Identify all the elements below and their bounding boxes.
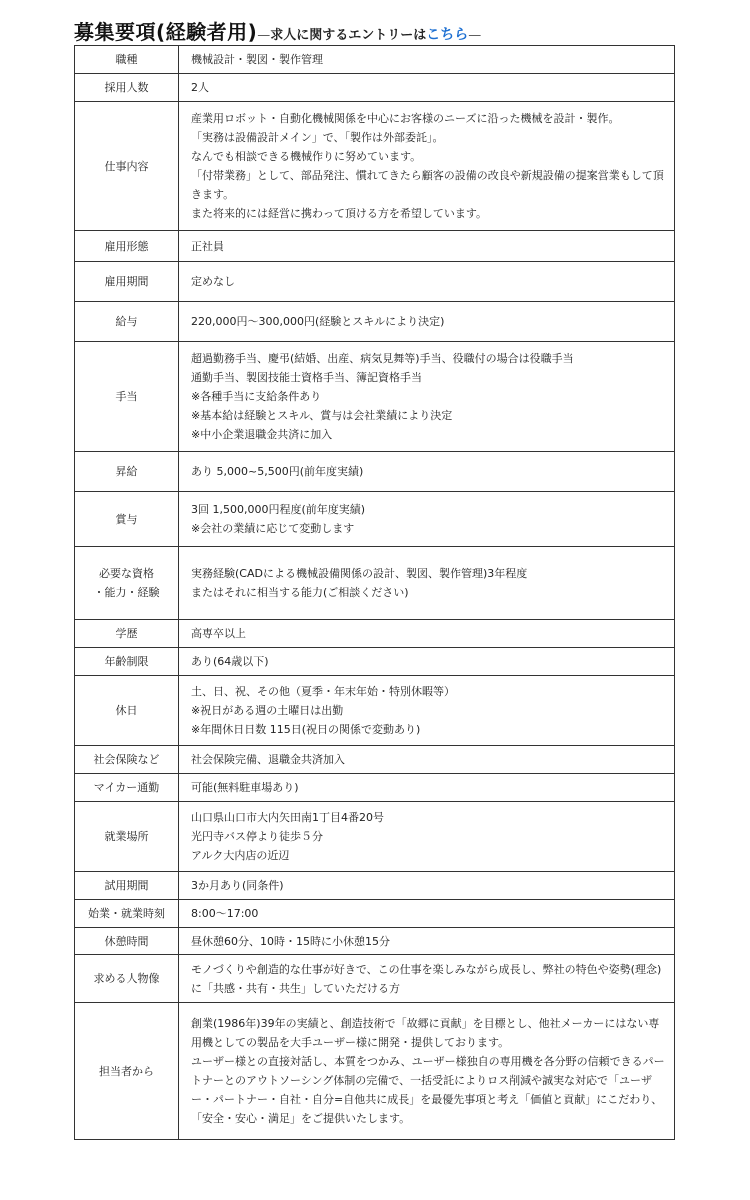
- row-value: 昼休憩60分、10時・15時に小休憩15分: [179, 928, 675, 955]
- row-value: 8:00〜17:00: [179, 900, 675, 928]
- row-label: 必要な資格 ・能力・経験: [75, 547, 179, 620]
- entry-note-text: 求人に関するエントリーは: [270, 28, 427, 43]
- row-label: 始業・就業時刻: [75, 900, 179, 928]
- row-value: 2人: [179, 74, 675, 102]
- entry-link[interactable]: こちら: [426, 27, 469, 43]
- row-label: 雇用形態: [75, 231, 179, 262]
- row-label: 給与: [75, 302, 179, 342]
- table-row-break-time: [75, 928, 675, 955]
- row-value: 高専卒以上: [179, 620, 675, 648]
- row-label: 雇用期間: [75, 262, 179, 302]
- table-row-social-insurance: [75, 746, 675, 774]
- row-label: 学歴: [75, 620, 179, 648]
- table-row-work-hours: [75, 900, 675, 928]
- table-row-raise: [75, 452, 675, 492]
- row-label: 仕事内容: [75, 102, 179, 231]
- row-value: 機械設計・製図・製作管理: [179, 46, 675, 74]
- table-row-allowances: [75, 342, 675, 452]
- page-header: [74, 16, 481, 44]
- row-value: 創業(1986年)39年の実績と、創造技術で「故郷に貢献」を目標とし、他社メーカーにはない専用機としての製品を大手ユーザー様に開発・提供しております。 ユーザー様との直接対話し、本質をつかみ、ユーザー様独自の専用機を各分野の信頼できるパートナーとのアウトソーシング体制の完備で、一括受託によりロス削減や誠実な対応で「ユーザー・パートナー・自社・自分=自他共に成長」を最優先事項と考え「価値と貢献」にこだわり、「安全・安心・満足」をご提供いたします。: [179, 1003, 675, 1140]
- row-value: 3か月あり(同条件): [179, 872, 675, 900]
- table-row-education: [75, 620, 675, 648]
- table-row-headcount: [75, 74, 675, 102]
- row-label: マイカー通勤: [75, 774, 179, 802]
- row-value: 社会保険完備、退職金共済加入: [179, 746, 675, 774]
- row-value: 山口県山口市大内矢田南1丁目4番20号 光円寺バス停より徒歩５分 アルク大内店の近辺: [179, 802, 675, 872]
- table-row-message: [75, 1003, 675, 1140]
- table-row-work-location: [75, 802, 675, 872]
- row-label: 手当: [75, 342, 179, 452]
- row-value: 220,000円〜300,000円(経験とスキルにより決定): [179, 302, 675, 342]
- table-row-job-description: [75, 102, 675, 231]
- row-label: 社会保険など: [75, 746, 179, 774]
- table-row-car-commute: [75, 774, 675, 802]
- table-row-salary: [75, 302, 675, 342]
- table-row-ideal-candidate: [75, 955, 675, 1003]
- row-label: 試用期間: [75, 872, 179, 900]
- row-value: 実務経験(CADによる機械設備関係の設計、製図、製作管理)3年程度 またはそれに相当する能力(ご相談ください): [179, 547, 675, 620]
- row-label: 求める人物像: [75, 955, 179, 1003]
- table-row-employment-period: [75, 262, 675, 302]
- row-value: 土、日、祝、その他（夏季・年末年始・特別休暇等） ※祝日がある週の土曜日は出勤 ※年間休日日数 115日(祝日の関係で変動あり): [179, 676, 675, 746]
- entry-note: [257, 24, 481, 44]
- row-label: 昇給: [75, 452, 179, 492]
- row-value: モノづくりや創造的な仕事が好きで、この仕事を楽しみながら成長し、弊社の特色や姿勢(理念)に「共感・共有・共生」していただける方: [179, 955, 675, 1003]
- table-row-holidays: [75, 676, 675, 746]
- row-value: 可能(無料駐車場あり): [179, 774, 675, 802]
- row-value: 3回 1,500,000円程度(前年度実績) ※会社の業績に応じて変動します: [179, 492, 675, 547]
- row-value: あり(64歳以下): [179, 648, 675, 676]
- row-label: 年齢制限: [75, 648, 179, 676]
- dash-right: —: [468, 28, 482, 43]
- dash-left: —: [257, 28, 271, 43]
- row-label: 賞与: [75, 492, 179, 547]
- page-title: 募集要項(経験者用): [74, 20, 258, 44]
- row-value: 正社員: [179, 231, 675, 262]
- row-value: あり 5,000~5,500円(前年度実績): [179, 452, 675, 492]
- row-label: 担当者から: [75, 1003, 179, 1140]
- row-value: 産業用ロボット・自動化機械関係を中心にお客様のニーズに沿った機械を設計・製作。 「実務は設備設計メイン」で、「製作は外部委託」。 なんでも相談できる機械作りに努めています。 「付帯業務」として、部品発注、慣れてきたら顧客の設備の改良や新規設備の提案営業もして頂きます。 また将来的には経営に携わって頂ける方を希望しています。: [179, 102, 675, 231]
- table-row-bonus: [75, 492, 675, 547]
- table-row-job-type: [75, 46, 675, 74]
- row-label: 採用人数: [75, 74, 179, 102]
- row-label: 休日: [75, 676, 179, 746]
- table-row-age-limit: [75, 648, 675, 676]
- table-row-employment-type: [75, 231, 675, 262]
- table-row-qualifications: [75, 547, 675, 620]
- row-label: 就業場所: [75, 802, 179, 872]
- row-value: 超過勤務手当、慶弔(結婚、出産、病気見舞等)手当、役職付の場合は役職手当 通勤手当、製図技能士資格手当、簿記資格手当 ※各種手当に支給条件あり ※基本給は経験とスキル、賞与は会社業績により決定 ※中小企業退職金共済に加入: [179, 342, 675, 452]
- table-row-trial-period: [75, 872, 675, 900]
- row-label: 休憩時間: [75, 928, 179, 955]
- requirements-table: [74, 45, 675, 1140]
- row-label: 職種: [75, 46, 179, 74]
- row-value: 定めなし: [179, 262, 675, 302]
